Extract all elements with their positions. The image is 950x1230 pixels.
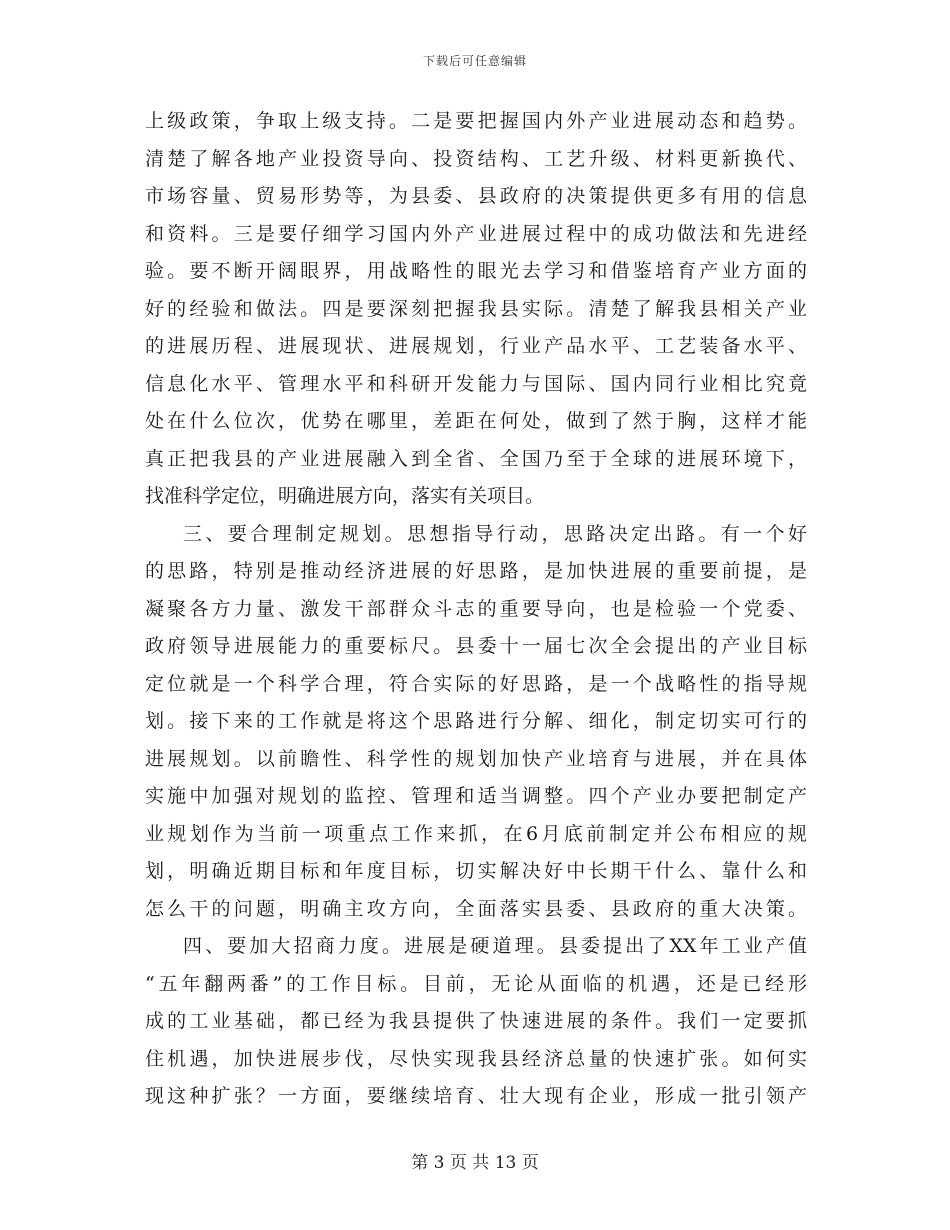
text-line: 上级政策，争取上级支持。二是要把握国内外产业进展动态和趋势。 [145,110,807,132]
text-line: 清楚了解各地产业投资导向、投资结构、工艺升级、材料更新换代、 [145,147,807,170]
text-line: 凝聚各方力量、激发干部群众斗志的重要导向，也是检验一个党委、 [145,597,807,620]
text-line: 真正把我县的产业进展融入到全省、全国乃至于全球的进展环境下， [145,447,807,470]
text-line: 好的经验和做法。四是要深刻把握我县实际。清楚了解我县相关产业 [145,297,807,320]
paragraph-start-line: 四、要加大招商力度。进展是硬道理。县委提出了XX年工业产值 [183,935,807,957]
text-line: 找准科学定位，明确进展方向，落实有关项目。 [145,485,545,507]
text-line: 业规划作为当前一项重点工作来抓，在6月底前制定并公布相应的规 [145,822,807,845]
text-line: 怎么干的问题，明确主攻方向，全面落实县委、县政府的重大决策。 [145,897,807,920]
text-line: “五年翻两番”的工作目标。目前，无论从面临的机遇，还是已经形 [145,972,807,995]
text-line: 市场容量、贸易形势等，为县委、县政府的决策提供更多有用的信息 [145,185,807,207]
text-line: 的进展历程、进展现状、进展规划，行业产品水平、工艺装备水平、 [145,335,807,357]
text-line: 的思路，特别是推动经济进展的好思路，是加快进展的重要前提，是 [145,560,807,582]
text-line: 现这种扩张？一方面，要继续培育、壮大现有企业，形成一批引领产 [145,1085,807,1107]
paragraph-start-line: 三、要合理制定规划。思想指导行动，思路决定出路。有一个好 [183,522,807,545]
text-line: 实施中加强对规划的监控、管理和适当调整。四个产业办要把制定产 [145,785,807,807]
text-line: 和资料。三是要仔细学习国内外产业进展过程中的成功做法和先进经 [145,222,807,245]
page-number-footer: 第 3 页 共 13 页 [411,1153,539,1173]
text-line: 住机遇，加快进展步伐，尽快实现我县经济总量的快速扩张。如何实 [145,1047,807,1070]
text-line: 成的工业基础，都已经为我县提供了快速进展的条件。我们一定要抓 [145,1010,807,1032]
text-line: 政府领导进展能力的重要标尺。县委十一届七次全会提出的产业目标 [145,635,807,657]
text-line: 处在什么位次，优势在哪里，差距在何处，做到了然于胸，这样才能 [145,410,807,432]
document-body [145,103,807,1116]
page-header: 下载后可任意编辑 [422,54,527,68]
text-line: 进展规划。以前瞻性、科学性的规划加快产业培育与进展，并在具体 [145,747,807,770]
text-line: 验。要不断开阔眼界，用战略性的眼光去学习和借鉴培育产业方面的 [145,260,807,282]
text-line: 信息化水平、管理水平和科研开发能力与国际、国内同行业相比究竟 [145,372,807,395]
text-line: 划。接下来的工作就是将这个思路进行分解、细化，制定切实可行的 [145,710,807,732]
text-line: 定位就是一个科学合理，符合实际的好思路，是一个战略性的指导规 [145,672,807,695]
text-line: 划，明确近期目标和年度目标，切实解决好中长期干什么、靠什么和 [145,860,807,882]
